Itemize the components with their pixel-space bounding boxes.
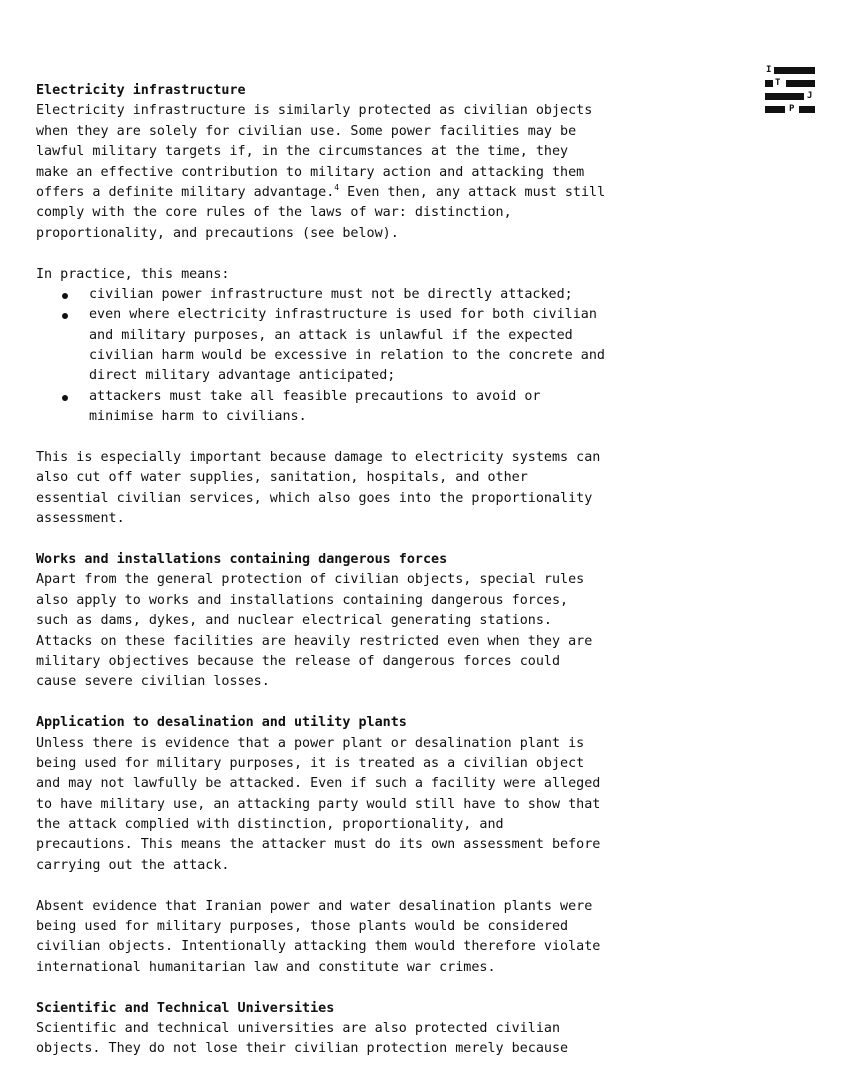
- paragraph-line: assessment.: [36, 511, 125, 527]
- paragraph-line: such as dams, dykes, and nuclear electrical generating stations.: [36, 613, 552, 629]
- paragraph-line: the attack complied with distinction, proportionality, and: [36, 817, 504, 833]
- bullet-icon: [62, 293, 68, 299]
- paragraph-line: essential civilian services, which also goes into the proportionality: [36, 490, 593, 506]
- heading-application: Application to desalination and utility plants: [36, 715, 407, 731]
- paragraph-line: carrying out the attack.: [36, 857, 230, 873]
- bullet-text: civilian harm would be excessive in relation to the concrete and: [89, 348, 605, 364]
- bullet-item: [36, 387, 636, 407]
- paragraph-line: Apart from the general protection of civilian objects, special rules: [36, 572, 585, 588]
- bullet-text: civilian power infrastructure must not be directly attacked;: [89, 286, 573, 302]
- paragraph-line: also cut off water supplies, sanitation, hospitals, and other: [36, 470, 528, 486]
- paragraph-line: civilian objects. Intentionally attacking them would therefore violate: [36, 939, 601, 955]
- heading-universities: Scientific and Technical Universities: [36, 1000, 335, 1016]
- logo-letter-t: T: [775, 78, 781, 88]
- practice-intro: In practice, this means:: [36, 266, 230, 282]
- bullet-text: minimise harm to civilians.: [89, 409, 307, 425]
- paragraph-text: offers a definite military advantage.: [36, 184, 335, 200]
- paragraph-line: to have military use, an attacking party would still have to show that: [36, 796, 601, 812]
- paragraph-line: objects. They do not lose their civilian protection merely because: [36, 1041, 569, 1057]
- paragraph-line: make an effective contribution to military action and attacking them: [36, 164, 585, 180]
- paragraph-line: when they are solely for civilian use. Some power facilities may be: [36, 123, 577, 139]
- bullet-text: and military purposes, an attack is unlawful if the expected: [89, 327, 573, 343]
- paragraph-line: being used for military purposes, it is treated as a civilian object: [36, 755, 585, 771]
- paragraph-line: Electricity infrastructure is similarly protected as civilian objects: [36, 103, 593, 119]
- paragraph-text: Even then, any attack must still: [339, 184, 606, 200]
- paragraph-line: This is especially important because damage to electricity systems can: [36, 450, 601, 466]
- paragraph-line: Absent evidence that Iranian power and water desalination plants were: [36, 898, 593, 914]
- bullet-text: attackers must take all feasible precautions to avoid or: [89, 388, 541, 404]
- logo-letter-j: J: [807, 91, 813, 101]
- bullet-item: [36, 305, 636, 325]
- paragraph-line: military objectives because the release of dangerous forces could: [36, 653, 561, 669]
- bullet-text: even where electricity infrastructure is used for both civilian: [89, 307, 597, 323]
- paragraph-line: precautions. This means the attacker must do its own assessment before: [36, 837, 601, 853]
- paragraph-line: lawful military targets if, in the circumstances at the time, they: [36, 144, 569, 160]
- paragraph-line: proportionality, and precautions (see below).: [36, 225, 399, 241]
- heading-works: Works and installations containing dangerous forces: [36, 551, 448, 567]
- itjp-logo: [765, 65, 815, 115]
- paragraph-line: [36, 183, 636, 203]
- paragraph-line: cause severe civilian losses.: [36, 674, 270, 690]
- bullet-item: [36, 285, 636, 305]
- bullet-icon: [62, 395, 68, 401]
- document-body: [36, 81, 636, 1060]
- paragraph-line: comply with the core rules of the laws of war: distinction,: [36, 205, 512, 221]
- paragraph-line: being used for military purposes, those plants would be considered: [36, 919, 569, 935]
- bullet-icon: [62, 313, 68, 319]
- logo-letter-p: P: [789, 104, 795, 114]
- paragraph-line: international humanitarian law and constitute war crimes.: [36, 959, 496, 975]
- heading-electricity: Electricity infrastructure: [36, 83, 246, 98]
- paragraph-line: also apply to works and installations containing dangerous forces,: [36, 592, 569, 608]
- logo-letter-i: I: [766, 65, 772, 75]
- paragraph-line: Scientific and technical universities are also protected civilian: [36, 1020, 561, 1036]
- footnote-marker[interactable]: 4: [334, 182, 340, 192]
- bullet-text: direct military advantage anticipated;: [89, 368, 396, 384]
- paragraph-line: Unless there is evidence that a power plant or desalination plant is: [36, 735, 585, 751]
- paragraph-line: and may not lawfully be attacked. Even if such a facility were alleged: [36, 776, 601, 792]
- paragraph-line: Attacks on these facilities are heavily restricted even when they are: [36, 633, 593, 649]
